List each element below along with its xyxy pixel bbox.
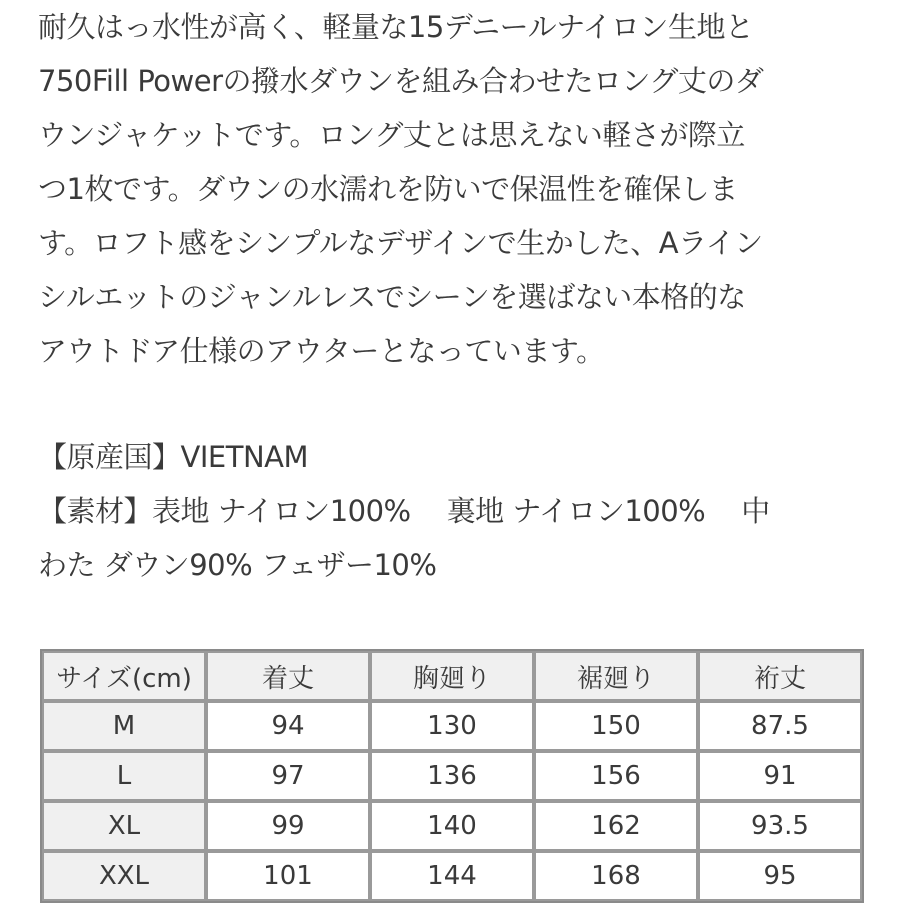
cell-length: 94: [206, 701, 370, 751]
table-header-row: [42, 651, 862, 701]
description-line: す。ロフト感をシンプルなデザインで生かした、Aライン: [38, 226, 763, 260]
cell-hem: 150: [534, 701, 698, 751]
material-outer: 表地 ナイロン100%: [152, 494, 411, 528]
cell-chest: 130: [370, 701, 534, 751]
cell-chest: 144: [370, 851, 534, 901]
description-line: 耐久はっ水性が高く、軽量な15デニールナイロン生地と: [38, 10, 754, 44]
description-line: シルエットのジャンルレスでシーンを選ばない本格的な: [38, 280, 746, 314]
origin-label: 【原産国】: [38, 440, 181, 474]
header-hem: 裾廻り: [534, 651, 698, 701]
product-specs: [38, 430, 878, 592]
header-size: サイズ(cm): [42, 651, 206, 701]
cell-sleeve: 95: [698, 851, 862, 901]
table-row: [42, 851, 862, 901]
cell-size: M: [42, 701, 206, 751]
table-row: [42, 701, 862, 751]
cell-sleeve: 93.5: [698, 801, 862, 851]
cell-chest: 140: [370, 801, 534, 851]
description-line: 750Fill Powerの撥水ダウンを組み合わせたロング丈のダ: [38, 64, 764, 98]
material-line: [38, 484, 878, 538]
origin-value: VIETNAM: [180, 440, 308, 474]
cell-sleeve: 91: [698, 751, 862, 801]
header-sleeve: 裄丈: [698, 651, 862, 701]
material-label: 【素材】: [38, 494, 153, 528]
description-line: つ1枚です。ダウンの水濡れを防いで保温性を確保しま: [38, 172, 738, 206]
cell-length: 97: [206, 751, 370, 801]
table-row: [42, 751, 862, 801]
cell-sleeve: 87.5: [698, 701, 862, 751]
header-length: 着丈: [206, 651, 370, 701]
cell-size: XL: [42, 801, 206, 851]
description-line: ウンジャケットです。ロング丈とは思えない軽さが際立: [38, 118, 745, 152]
cell-size: L: [42, 751, 206, 801]
material-lining: 裏地 ナイロン100%: [446, 494, 706, 528]
material-fill-start: 中: [741, 494, 770, 528]
material-fill-line: わた ダウン90% フェザー10%: [38, 548, 437, 582]
origin-line: [38, 430, 878, 484]
description-line: アウトドア仕様のアウターとなっています。: [38, 334, 605, 368]
cell-chest: 136: [370, 751, 534, 801]
product-description: [38, 0, 878, 378]
cell-length: 99: [206, 801, 370, 851]
size-table: [40, 649, 864, 903]
cell-length: 101: [206, 851, 370, 901]
cell-hem: 168: [534, 851, 698, 901]
cell-hem: 156: [534, 751, 698, 801]
table-row: [42, 801, 862, 851]
header-chest: 胸廻り: [370, 651, 534, 701]
cell-hem: 162: [534, 801, 698, 851]
cell-size: XXL: [42, 851, 206, 901]
